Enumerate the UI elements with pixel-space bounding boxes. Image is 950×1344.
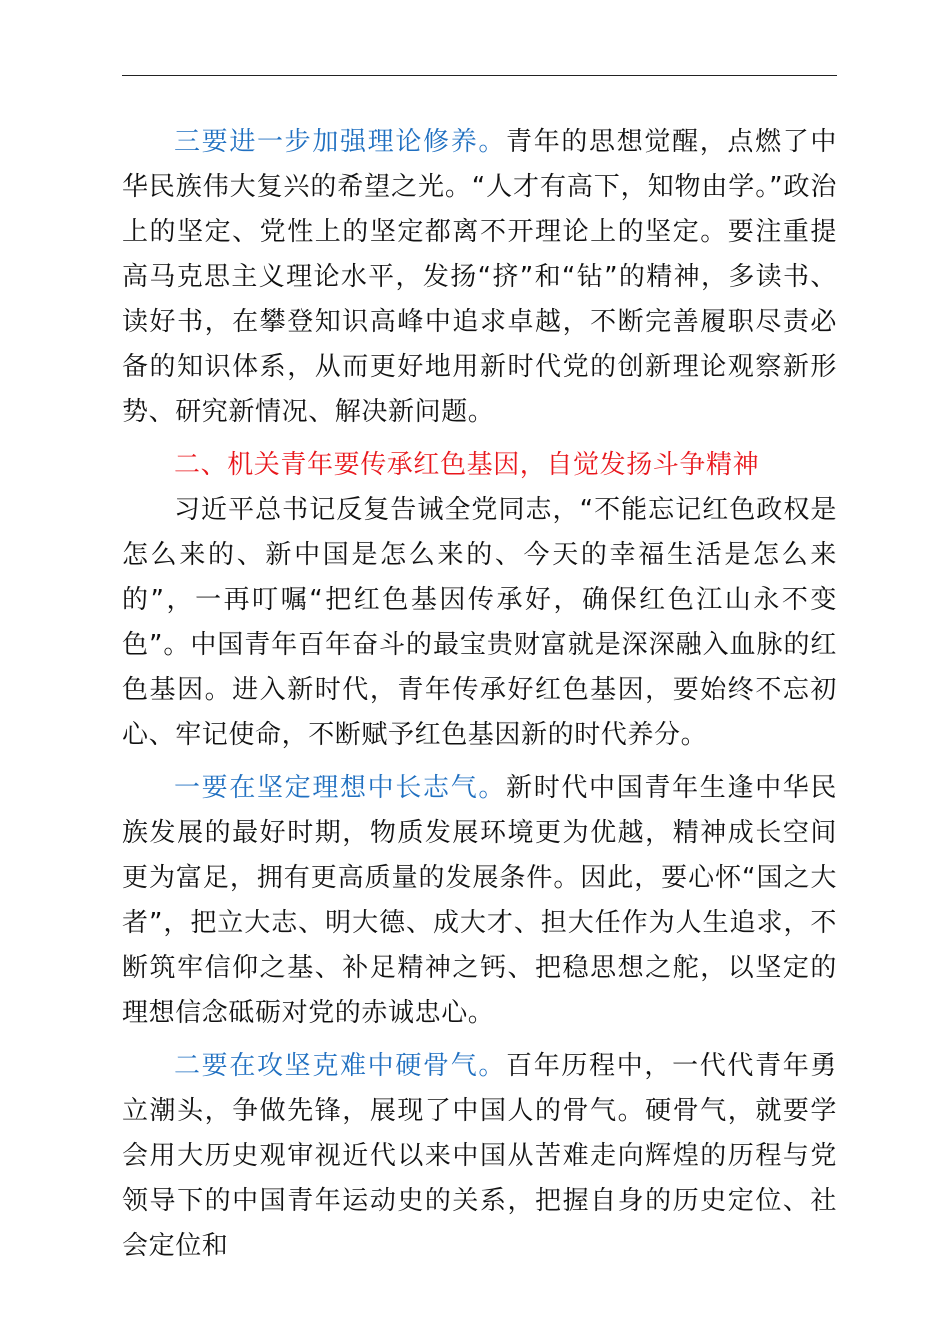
paragraph-ambition	[122, 766, 837, 1036]
paragraph-red-gene	[122, 488, 837, 758]
paragraph-theory-cultivation	[122, 120, 837, 435]
paragraph-text: 青年的思想觉醒，点燃了中华民族伟大复兴的希望之光。“人才有高下，知物由学。”政治上的坚定、党性上的坚定都离不开理论上的坚定。要注重提高马克思主义理论水平，发扬“挤”和“钻”的精神，多读书、读好书，在攀登知识高峰中追求卓越，不断完善履职尽责必备的知识体系，从而更好地用新时代党的创新理论观察新形势、研究新情况、解决新问题。	[122, 127, 838, 427]
document-body	[122, 120, 837, 1269]
paragraph-lead: 三要进一步加强理论修养。	[174, 127, 507, 157]
paragraph-text: 新时代中国青年生逢中华民族发展的最好时期，物质发展环境更为优越，精神成长空间更为富足，拥有更高质量的发展条件。因此，要心怀“国之大者”，把立大志、明大德、成大才、担大任作为人生追求，不断筑牢信仰之基、补足精神之钙、把稳思想之舵，以坚定的理想信念砥砺对党的赤诚忠心。	[122, 773, 838, 1028]
paragraph-text: 百年历程中，一代代青年勇立潮头，争做先锋，展现了中国人的骨气。硬骨气，就要学会用大历史观审视近代以来中国从苦难走向辉煌的历程与党领导下的中国青年运动史的关系，把握自身的历史定位、社会定位和	[122, 1051, 838, 1261]
section-heading: 二、机关青年要传承红色基因，自觉发扬斗争精神	[174, 450, 760, 480]
paragraph-backbone	[122, 1044, 837, 1269]
paragraph-text: 习近平总书记反复告诫全党同志，“不能忘记红色政权是怎么来的、新中国是怎么来的、今天的幸福生活是怎么来的”，一再叮嘱“把红色基因传承好，确保红色江山永不变色”。中国青年百年奋斗的最宝贵财富就是深深融入血脉的红色基因。进入新时代，青年传承好红色基因，要始终不忘初心、牢记使命，不断赋予红色基因新的时代养分。	[122, 495, 837, 750]
header-rule	[122, 75, 837, 76]
paragraph-lead: 一要在坚定理想中长志气。	[174, 773, 507, 803]
paragraph-lead: 二要在攻坚克难中硬骨气。	[174, 1051, 507, 1081]
